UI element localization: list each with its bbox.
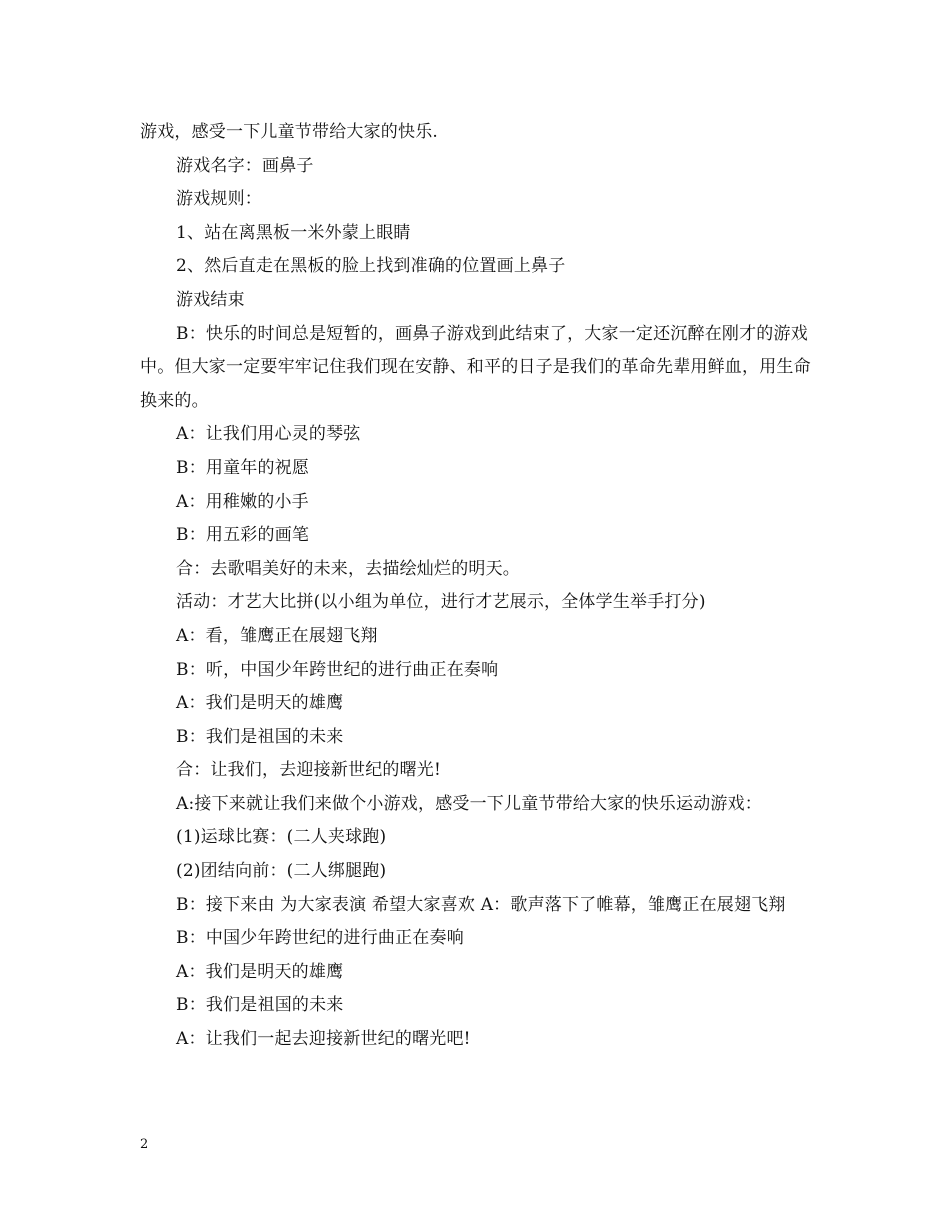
paragraph: A：我们是明天的雄鹰 [176, 693, 344, 714]
paragraph: B：接下来由 为大家表演 希望大家喜欢 A：歌声落下了帷幕，雏鹰正在展翅飞翔 [176, 894, 786, 915]
paragraph: 合：让我们，去迎接新世纪的曙光! [176, 760, 442, 781]
paragraph: 游戏，感受一下儿童节带给大家的快乐. [140, 122, 439, 142]
paragraph: A：看，雏鹰正在展翅飞翔 [176, 625, 378, 646]
paragraph: (2)团结向前：(二人绑腿跑) [176, 861, 387, 882]
paragraph: B：我们是祖国的未来 [176, 995, 344, 1016]
paragraph: A：让我们一起去迎接新世纪的曙光吧! [176, 1029, 471, 1050]
paragraph: A：让我们用心灵的琴弦 [176, 424, 361, 445]
paragraph: B：用童年的祝愿 [176, 457, 310, 478]
page-number: 2 [140, 1137, 149, 1152]
paragraph: 1、站在离黑板一米外蒙上眼睛 [176, 222, 411, 243]
paragraph: (1)运球比赛：(二人夹球跑) [176, 827, 387, 848]
paragraph: A：用稚嫩的小手 [176, 491, 309, 512]
paragraph: A：我们是明天的雄鹰 [176, 961, 344, 982]
paragraph: B：用五彩的画笔 [176, 525, 310, 546]
paragraph: B：我们是祖国的未来 [176, 726, 344, 747]
paragraph: A:接下来就让我们来做个小游戏，感受一下儿童节带给大家的快乐运动游戏： [176, 793, 763, 814]
paragraph: B：听，中国少年跨世纪的进行曲正在奏响 [176, 659, 499, 680]
paragraph: 活动：才艺大比拼(以小组为单位，进行才艺展示，全体学生举手打分) [176, 592, 706, 613]
paragraph: 游戏名字：画鼻子 [176, 155, 314, 176]
paragraph: 合：去歌唱美好的未来，去描绘灿烂的明天。 [176, 558, 520, 579]
document-body [140, 116, 812, 1057]
paragraph: 2、然后直走在黑板的脸上找到准确的位置画上鼻子 [176, 256, 566, 277]
paragraph: B：中国少年跨世纪的进行曲正在奏响 [176, 928, 464, 949]
paragraph: 游戏规则： [176, 189, 262, 210]
paragraph: 游戏结束 [176, 289, 245, 310]
paragraph: B：快乐的时间总是短暂的，画鼻子游戏到此结束了，大家一定还沉醉在刚才的游戏中。但大家一定要牢牢记住我们现在安静、和平的日子是我们的革命先辈用鲜血，用生命换来的。 [140, 323, 811, 411]
